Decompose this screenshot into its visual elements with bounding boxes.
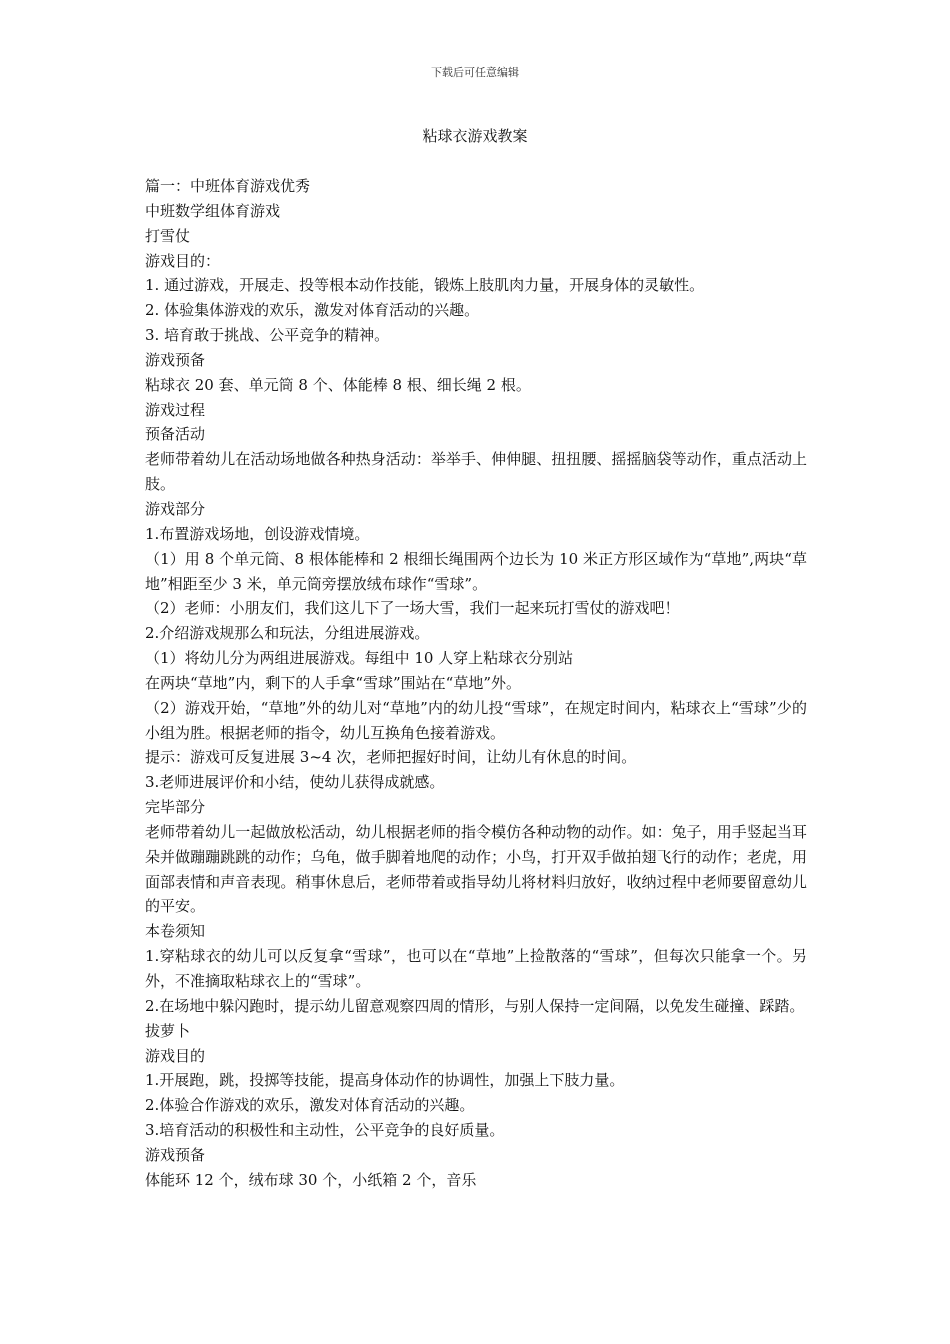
paragraph: 中班数学组体育游戏 (145, 201, 281, 220)
paragraph: 2.介绍游戏规那么和玩法，分组进展游戏。 (145, 624, 430, 643)
paragraph: 打雪仗 (145, 226, 191, 245)
document-title: 粘球衣游戏教案 (422, 127, 528, 145)
paragraph: （2）老师：小朋友们，我们这儿下了一场大雪，我们一起来玩打雪仗的游戏吧！ (145, 599, 680, 618)
paragraph: 篇一：中班体育游戏优秀 (145, 177, 311, 195)
paragraph: 在两块“草地”内，剩下的人手拿“雪球”围站在“草地”外。 (145, 673, 522, 692)
paragraph: （1）用 8 个单元筒、8 根体能棒和 2 根细长绳围两个边长为 10 米正方形区域作为“草地”,两块“草地”相距至少 3 米，单元筒旁摆放绒布球作“雪球”。 (145, 549, 807, 593)
paragraph: （2）游戏开始，“草地”外的幼儿对“草地”内的幼儿投“雪球”，在规定时间内，粘球衣上“雪球”少的小组为胜。根据老师的指令，幼儿互换角色接着游戏。 (145, 698, 807, 742)
paragraph: 1.布置游戏场地，创设游戏情境。 (145, 524, 370, 543)
paragraph: 2.体验合作游戏的欢乐，激发对体育活动的兴趣。 (145, 1096, 475, 1115)
paragraph: 3.老师进展评价和小结，使幼儿获得成就感。 (145, 773, 445, 792)
paragraph: 3. 培育敢于挑战、公平竞争的精神。 (145, 326, 390, 345)
paragraph: 游戏预备 (145, 1145, 206, 1164)
header-note: 下载后可任意编辑 (431, 66, 519, 79)
paragraph: 2. 体验集体游戏的欢乐，激发对体育活动的兴趣。 (145, 301, 480, 320)
paragraph: （1）将幼儿分为两组进展游戏。每组中 10 人穿上粘球衣分别站 (145, 649, 574, 668)
document-body (145, 174, 807, 1193)
paragraph: 粘球衣 20 套、单元筒 8 个、体能棒 8 根、细长绳 2 根。 (145, 375, 531, 394)
paragraph: 提示：游戏可反复进展 3~4 次，老师把握好时间，让幼儿有休息的时间。 (145, 748, 637, 767)
paragraph: 1.开展跑，跳，投掷等技能，提高身体动作的协调性，加强上下肢力量。 (145, 1071, 625, 1090)
paragraph: 1.穿粘球衣的幼儿可以反复拿“雪球”，也可以在“草地”上捡散落的“雪球”，但每次只能拿一个。另外，不准摘取粘球衣上的“雪球”。 (145, 947, 807, 990)
paragraph: 老师带着幼儿一起做放松活动，幼儿根据老师的指令模仿各种动物的动作。如：兔子，用手竖起当耳朵并做蹦蹦跳跳的动作；乌龟，做手脚着地爬的动作；小鸟，打开双手做拍翅飞行的动作；老虎，用面部表情和声音表现。稍事休息后，老师带着或指导幼儿将材料归放好，收纳过程中老师要留意幼儿的平安。 (145, 822, 807, 916)
paragraph: 游戏部分 (145, 499, 206, 518)
paragraph: 3.培育活动的积极性和主动性，公平竞争的良好质量。 (145, 1121, 505, 1140)
paragraph: 拔萝卜 (145, 1021, 191, 1040)
paragraph: 游戏目的 (145, 1046, 206, 1065)
paragraph: 完毕部分 (145, 798, 206, 817)
paragraph: 2.在场地中躲闪跑时，提示幼儿留意观察四周的情形，与别人保持一定间隔，以免发生碰撞、踩踏。 (145, 996, 805, 1015)
paragraph: 老师带着幼儿在活动场地做各种热身活动：举举手、伸伸腿、扭扭腰、摇摇脑袋等动作，重点活动上肢。 (145, 450, 807, 494)
paragraph: 预备活动 (145, 425, 206, 444)
paragraph: 游戏预备 (145, 350, 206, 369)
paragraph: 本卷须知 (145, 922, 206, 941)
paragraph: 游戏过程 (145, 400, 206, 419)
paragraph: 游戏目的： (145, 251, 221, 270)
paragraph: 体能环 12 个，绒布球 30 个，小纸箱 2 个，音乐 (145, 1170, 477, 1189)
paragraph: 1. 通过游戏，开展走、投等根本动作技能，锻炼上肢肌肉力量，开展身体的灵敏性。 (145, 276, 705, 295)
